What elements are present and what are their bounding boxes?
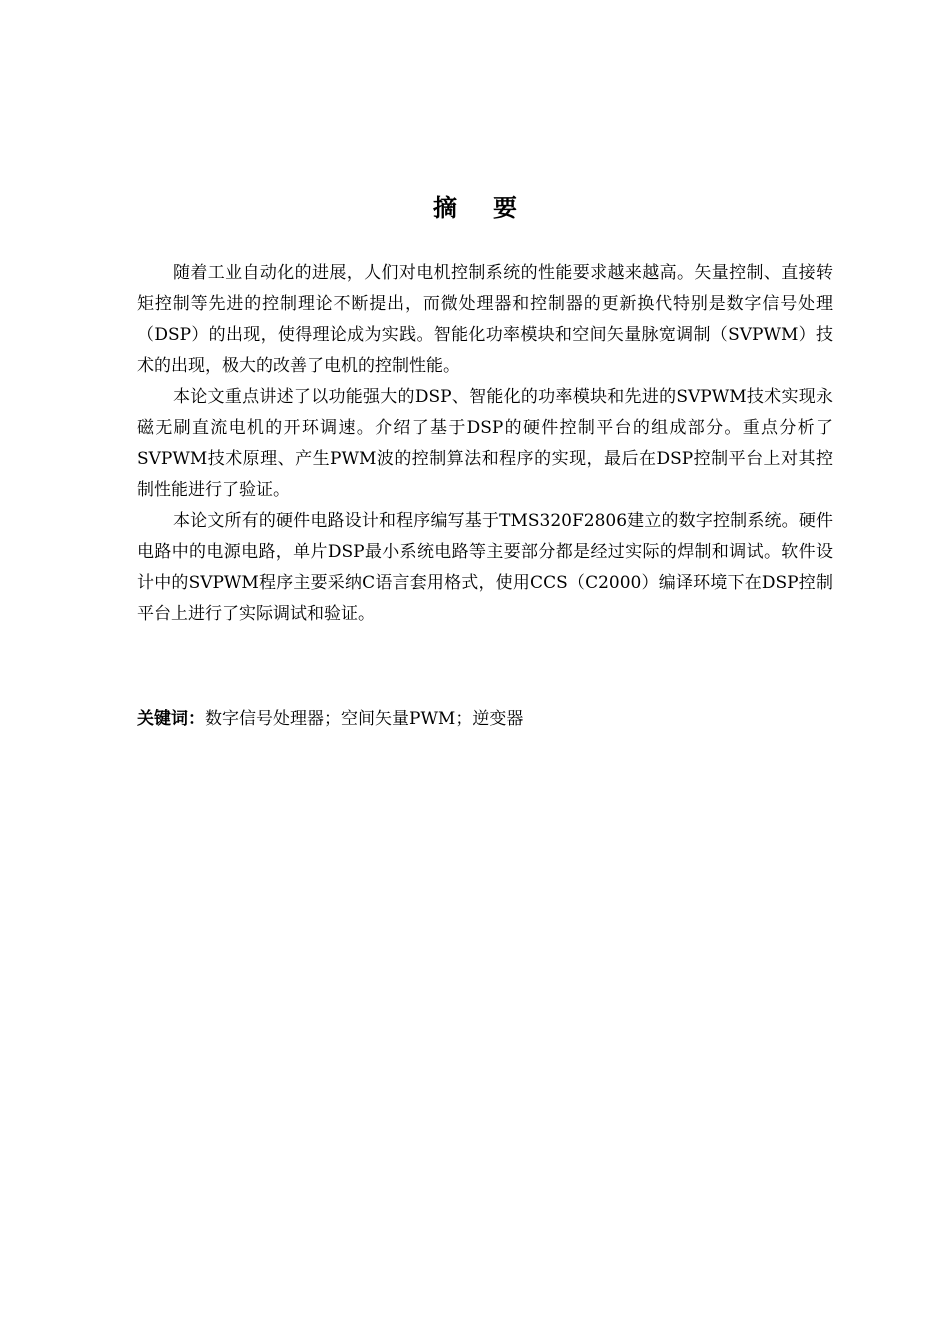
keywords-label: 关键词： <box>137 709 205 729</box>
keywords-line <box>137 704 833 735</box>
keywords-text: 数字信号处理器；空间矢量PWM；逆变器 <box>205 709 524 729</box>
abstract-body <box>137 258 833 630</box>
abstract-title: 摘要 <box>433 193 553 222</box>
abstract-paragraph-1: 随着工业自动化的进展，人们对电机控制系统的性能要求越来越高。矢量控制、直接转矩控制等先进的控制理论不断提出，而微处理器和控制器的更新换代特别是数字信号处理（DSP）的出现，使得理论成为实践。智能化功率模块和空间矢量脉宽调制（SVPWM）技术的出现，极大的改善了电机的控制性能。 <box>137 263 833 376</box>
abstract-paragraph-3: 本论文所有的硬件电路设计和程序编写基于TMS320F2806建立的数字控制系统。硬件电路中的电源电路，单片DSP最小系统电路等主要部分都是经过实际的焊制和调试。软件设计中的SVPWM程序主要采纳C语言套用格式，使用CCS（C2000）编译环境下在DSP控制平台上进行了实际调试和验证。 <box>137 511 833 624</box>
abstract-paragraph-2: 本论文重点讲述了以功能强大的DSP、智能化的功率模块和先进的SVPWM技术实现永磁无刷直流电机的开环调速。介绍了基于DSP的硬件控制平台的组成部分。重点分析了SVPWM技术原理、产生PWM波的控制算法和程序的实现，最后在DSP控制平台上对其控制性能进行了验证。 <box>137 387 833 500</box>
